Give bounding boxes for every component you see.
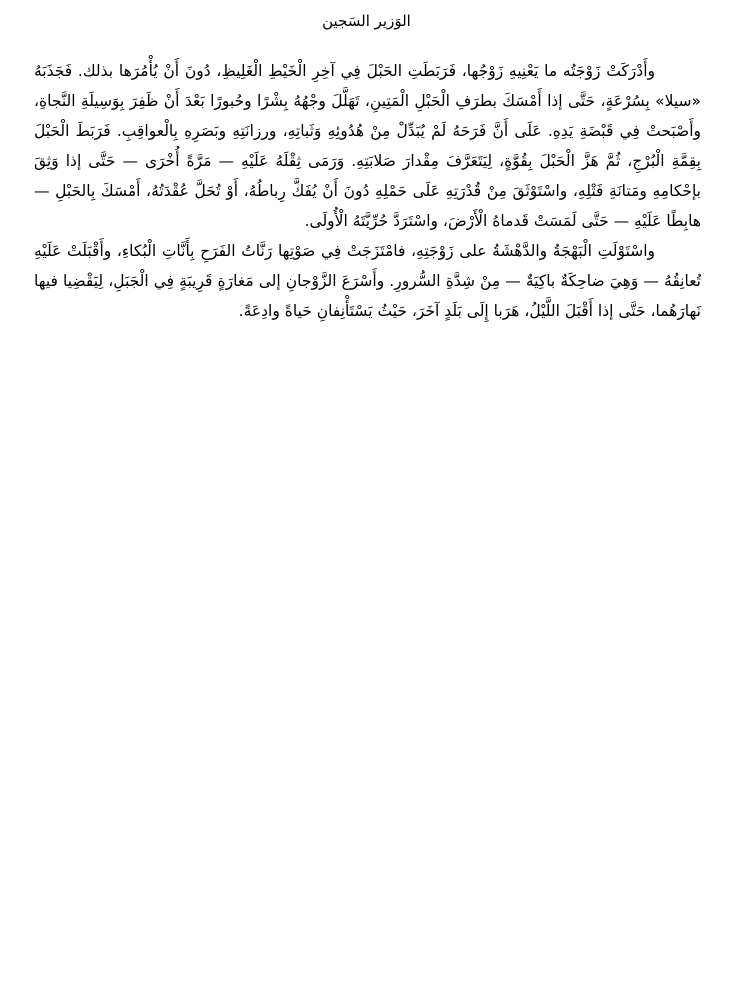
- running-header: الوَزير السَجين: [322, 12, 411, 30]
- paragraph: وأَدْرَكَتْ زَوْجَتُه ما يَعْنِيهِ زَوْجُها، فَرَبَطَتِ الحَبْلَ فِي آخِرِ الْخَيْطِ الْغَلِيظِ، دُونَ أَنْ يُأْمُرَها بذلك. فَجَذَبَهُ «سيلا» بِسُرْعَةٍ، حَتَّى إذا أَمْسَكَ بطرَفِ الْحَبْلِ الْمَتِينِ، تَهَلَّلَ وجْهُهُ بِشْرًا وحُبورًا بَعْدَ أَنْ ظَفِرَ بِوَسِيلَةِ النَّجاةِ، وأَصْبَحتْ فِي قَبْضَةِ يَدِهِ. عَلَى أَنَّ فَرَحَهُ لَمْ يُبَدِّلْ مِنْ هُدُوئِهِ وَثَباتِهِ، ورزانَتِهِ وبَصَرِهِ بِالْعواقِبِ. فَرَبَطَ الْحَبْلَ بِقِمَّةِ الْبُرْجِ، ثُمَّ هَزَّ الْحَبْلَ بِقُوَّةٍ، لِيَتَعَرَّفَ مِقْدارَ صَلابَتِهِ. وَرَمَى ثِقْلَهُ عَلَيْهِ — مَرَّةً أُخْرَى — حَتَّى إذا وَثِقَ بإحْكامِهِ ومَتانَةِ فَتْلِهِ، واسْتَوْثَقَ مِنْ قُدْرَتِهِ عَلَى حَمْلِهِ دُونَ أَنْ يُفَكَّ رِباطُهُ، أَوْ تُحَلَّ عُقْدَتُهُ، أَمْسَكَ بِالحَبْلِ — هابِطًا عَلَيْهِ — حَتَّى لَمَسَتْ قَدماهُ الْأَرْضَ، واسْتَرَدَّ حُرِّيَّتَهُ الْأُولَى.: [34, 62, 701, 230]
- body-text: [34, 56, 701, 326]
- paragraph: واسْتَوْلَتِ الْبَهْجَةُ والدَّهْشَةُ على زَوْجَتِهِ، فامْتَزَجَتْ فِي صَوْتِها رَنَّاتُ الفَرَحِ بِأَنَّاتِ الْبُكاءِ، وأَقْبَلَتْ عَلَيْهِ تُعانِقُهُ — وَهِيَ ضاحِكَةٌ باكِيَةٌ — مِنْ شِدَّةِ السُّرورِ. وأَسْرَعَ الزَّوْجانِ إلى مَغارَةٍ قَرِيبَةٍ فِي الْجَبَلِ، لِيَقْضِيا فيها نَهارَهُما، حَتَّى إذا أَقْبَلَ اللَّيْلُ، هَرَبا إِلَى بَلَدٍ آخَرَ، حَيْثُ يَسْتَأْنِفانِ حَياةً وادِعَةً.: [34, 242, 701, 320]
